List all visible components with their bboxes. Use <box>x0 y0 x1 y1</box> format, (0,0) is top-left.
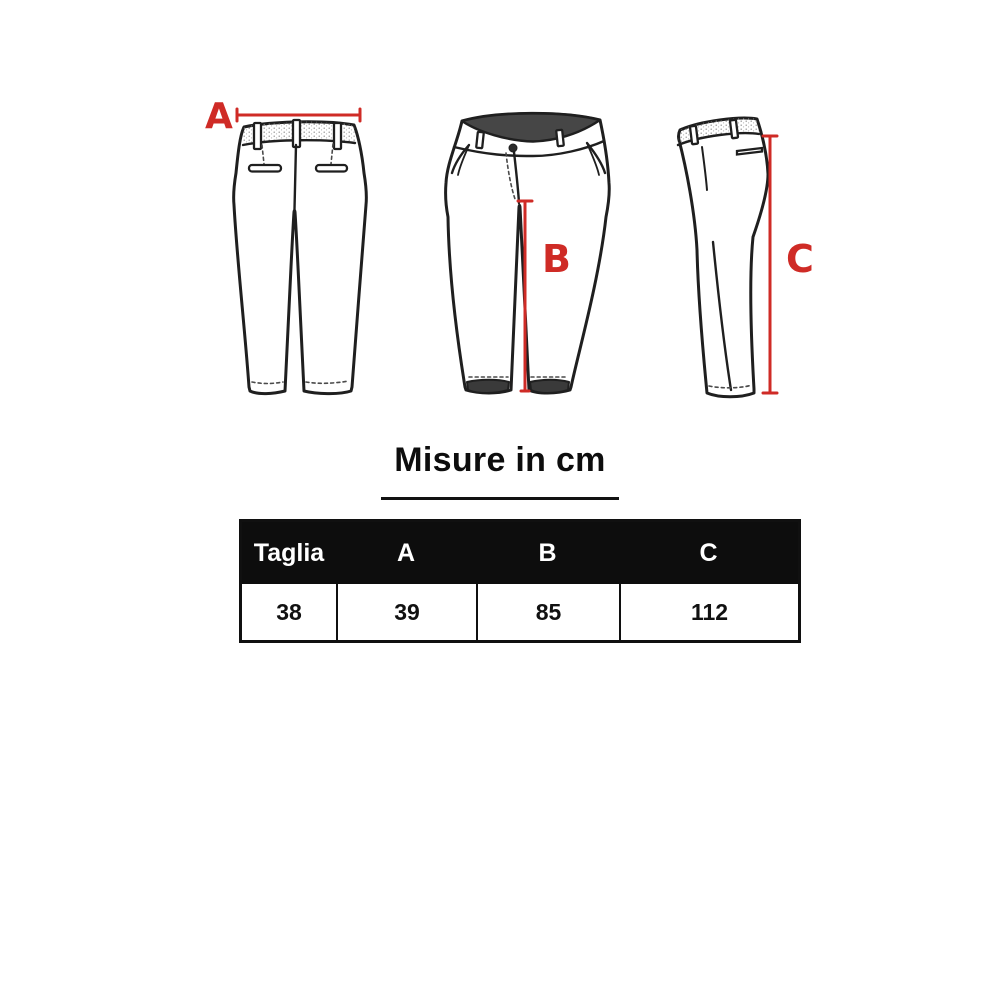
belt-loop <box>690 126 698 145</box>
measure-label-b: B <box>542 237 571 281</box>
cell-c-value: 112 <box>619 584 798 640</box>
size-table-header-row <box>242 522 798 584</box>
measure-label-a: A <box>205 96 233 137</box>
belt-loop <box>334 123 341 149</box>
header-cell-c: C <box>699 538 718 567</box>
center-back-seam <box>295 145 297 209</box>
size-table <box>239 519 801 643</box>
page-title: Misure in cm <box>394 441 606 479</box>
title-underline <box>381 497 619 500</box>
size-table-data-row <box>242 584 798 640</box>
back-pocket <box>249 165 281 172</box>
cell-taglia-value: 38 <box>276 598 302 625</box>
belt-loop <box>476 132 484 149</box>
hem-opening <box>530 380 569 393</box>
belt-loop <box>730 120 738 139</box>
cell-a-value: 39 <box>336 584 476 640</box>
pants-back-silhouette <box>234 122 367 394</box>
header-cell-a: A <box>396 538 416 567</box>
measure-label-c: C <box>786 237 814 281</box>
header-cell-b: B <box>538 538 557 567</box>
header-cell-taglia: Taglia <box>253 538 325 567</box>
pants-front-view-drawing <box>438 95 618 405</box>
back-pocket <box>316 165 347 172</box>
belt-loop <box>293 120 300 147</box>
cell-b-value: 85 <box>476 584 619 640</box>
hem-opening <box>467 380 509 393</box>
belt-loop <box>556 130 564 147</box>
pants-side-silhouette <box>679 118 768 397</box>
pants-back-view-drawing <box>213 95 383 405</box>
belt-loop <box>254 123 261 149</box>
waist-button <box>509 144 517 152</box>
